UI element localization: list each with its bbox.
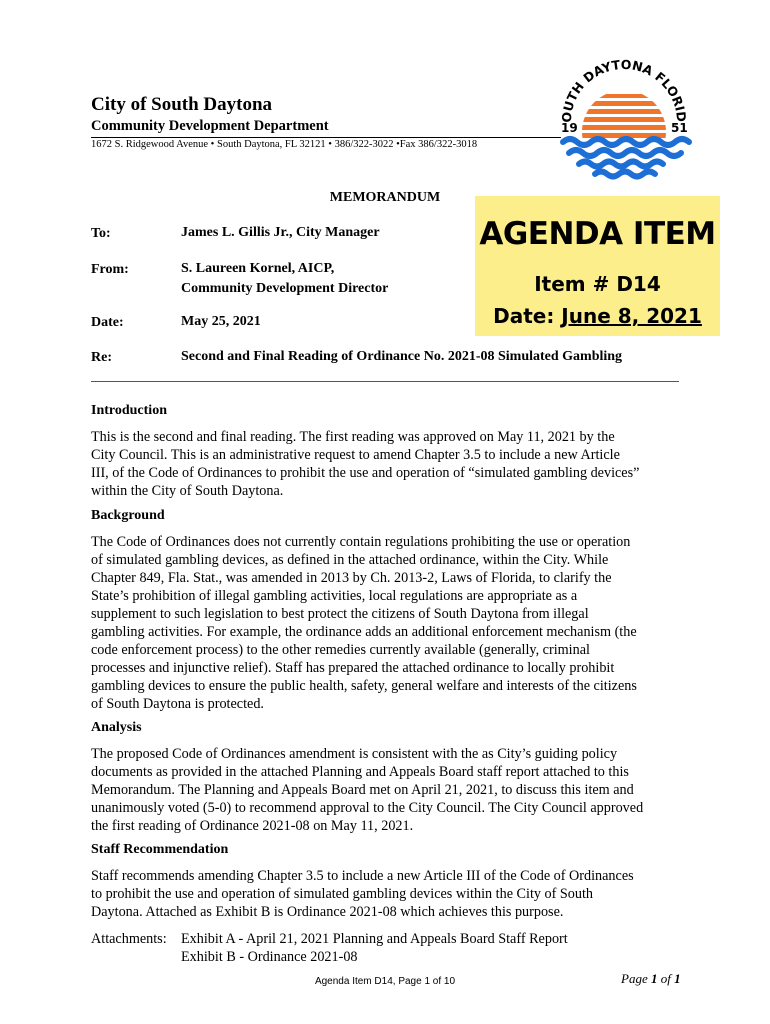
background-paragraph [91,533,679,713]
re-label: Re: [91,350,112,365]
text-line: code enforcement process) to the other remedies currently available (generally, criminal [91,642,590,658]
from-name: S. Laureen Kornel, AICP, [181,261,335,276]
text-line: of South Daytona is protected. [91,696,264,712]
text-line: The Code of Ordinances does not currently contain regulations prohibiting the use or operation [91,534,631,550]
memo-title: MEMORANDUM [329,190,441,205]
text-line: within the City of South Daytona. [91,483,284,499]
agenda-date-value: June 8, 2021 [561,304,702,328]
page-word: Page [621,971,651,986]
agenda-item-number: Item # D14 [534,272,661,296]
text-line: Staff recommends amending Chapter 3.5 to include a new Article III of the Code of Ordinances [91,868,634,884]
analysis-heading: Analysis [91,720,142,735]
agenda-date [475,304,720,328]
text-line: Daytona. Attached as Exhibit B is Ordinance 2021-08 which achieves this purpose. [91,904,564,920]
date-value: May 25, 2021 [181,314,261,329]
from-label: From: [91,262,129,277]
text-line: unanimously voted (5-0) to recommend approval to the City Council. The City Council approved [91,800,644,816]
text-line: gambling activities. For example, the ordinance adds an additional enforcement mechanism (the [91,624,637,640]
page-number [621,971,681,987]
text-line: to prohibit the use and operation of simulated gambling devices within the City of South [91,886,594,902]
attachment-item: Exhibit B - Ordinance 2021-08 [181,949,358,965]
city-name: City of South Daytona [91,94,273,115]
header-rule [91,137,561,138]
city-address: 1672 S. Ridgewood Avenue • South Daytona, FL 32121 • 386/322-3022 •Fax 386/322-3018 [91,139,478,150]
re-value: Second and Final Reading of Ordinance No. 2021-08 Simulated Gambling [181,349,623,364]
memo-divider [91,381,679,382]
text-line: This is the second and final reading. The first reading was approved on May 11, 2021 by the [91,429,615,445]
date-label: Date: [91,315,124,330]
seal-year-left: 19 [561,121,578,135]
attachments-label: Attachments: [91,931,167,947]
attachment-item: Exhibit A - April 21, 2021 Planning and Appeals Board Staff Report [181,931,568,947]
text-line: Chapter 849, Fla. Stat., was amended in 2013 by Ch. 2013-2, Laws of Florida, to clarify the [91,570,612,586]
recommendation-paragraph [91,867,679,921]
analysis-paragraph [91,745,679,835]
text-line: processes and injunctive relief). Staff has prepared the attached ordinance to locally prohibit [91,660,615,676]
agenda-footer: Agenda Item D14, Page 1 of 10 [314,976,456,987]
text-line: the first reading of Ordinance 2021-08 on May 11, 2021. [91,818,414,834]
page-of: of [657,971,675,986]
agenda-date-prefix: Date: [493,304,562,328]
page-total: 1 [674,971,681,986]
text-line: City Council. This is an administrative request to amend Chapter 3.5 to include a new Article [91,447,620,463]
text-line: gambling devices to ensure the public health, safety, general welfare and interests of the citizens [91,678,637,694]
seal-year-right: 51 [671,121,688,135]
from-title: Community Development Director [181,281,389,296]
department-name: Community Development Department [91,118,329,134]
text-line: III, of the Code of Ordinances to prohibit the use and operation of “simulated gambling devices” [91,465,640,481]
intro-heading: Introduction [91,403,167,418]
text-line: documents as provided in the attached Planning and Appeals Board staff report attached to this [91,764,629,780]
recommendation-heading: Staff Recommendation [91,842,229,857]
text-line: The proposed Code of Ordinances amendment is consistent with the as City’s guiding policy [91,746,618,762]
to-label: To: [91,226,111,241]
agenda-item-stamp [475,196,720,336]
agenda-title: AGENDA ITEM [479,216,716,252]
background-heading: Background [91,508,165,523]
city-seal-logo [553,50,695,182]
text-line: supplement to such legislation to best protect the citizens of South Daytona from illegal [91,606,589,622]
text-line: State’s prohibition of illegal gambling activities, local regulations are appropriate as a [91,588,578,604]
intro-paragraph [91,428,679,500]
to-value: James L. Gillis Jr., City Manager [181,225,380,240]
text-line: of simulated gambling devices, as defined in the attached ordinance, within the City. While [91,552,609,568]
page-current: 1 [650,971,658,986]
text-line: Memorandum. The Planning and Appeals Board met on April 21, 2021, to discuss this item and [91,782,634,798]
seal-text: OUTH DAYTONA FLORID [558,56,690,124]
